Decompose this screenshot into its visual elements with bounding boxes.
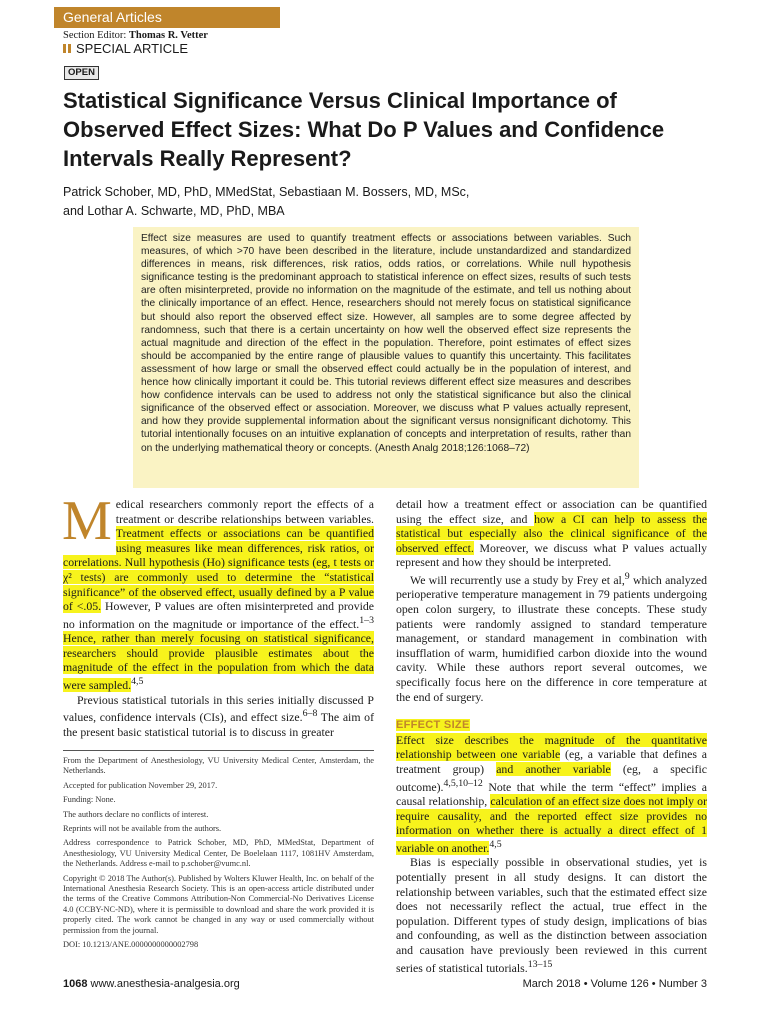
intro-paragraph bbox=[62, 490, 375, 693]
citation-ref: 1–3 bbox=[359, 614, 374, 626]
abstract-citation: (Anesth Analg 2018;126:1068–72) bbox=[374, 442, 530, 454]
body-column-left bbox=[62, 490, 375, 739]
highlighted-text: Hence, rather than merely focusing on statistical significance, researchers should provide plausible estimates about the magnitude of the effect in the population from which the data were sampled. bbox=[63, 631, 374, 692]
text-run: Previous statistical tutorials in this series initially discussed P values, confidence intervals (CIs), and effect size. bbox=[63, 692, 374, 725]
text-run: Moreover, we discuss what P values actually represent and how they should be interpreted. bbox=[396, 540, 707, 570]
citation-ref: 13–15 bbox=[527, 958, 553, 970]
section-marker-icon bbox=[63, 44, 71, 53]
highlighted-heading: EFFECT SIZE bbox=[396, 719, 470, 732]
footnote-divider bbox=[63, 750, 374, 751]
section-heading bbox=[396, 718, 707, 733]
text-run: Note that while the term “effect” implies a causal relationship, bbox=[396, 779, 707, 809]
paragraph bbox=[396, 497, 707, 570]
article-type bbox=[63, 41, 188, 56]
footnote: Accepted for publication November 29, 2017. bbox=[63, 780, 218, 790]
page-number: 1068 bbox=[63, 978, 88, 990]
paragraph bbox=[396, 570, 707, 704]
article-title: Statistical Significance Versus Clinical Importance of Observed Effect Sizes: What Do P Values and Confidence Intervals Really Represent? bbox=[63, 88, 665, 171]
highlighted-text: and another variable bbox=[496, 762, 611, 777]
page-footer bbox=[63, 978, 707, 990]
highlighted-text: how a CI can help to assess the statistical but especially also the clinical significance of the observed effect. bbox=[396, 511, 707, 555]
text-run: We will recurrently use a study by Frey et al, bbox=[410, 572, 625, 587]
citation-ref: 6–8 bbox=[302, 708, 318, 720]
abstract-text: Effect size measures are used to quantify treatment effects or associations between variables. Such measures, of which >70 have been described in the literature, include unstandardized and standardized differences in means, risk differences, risk ratios, odds ratios, or correlations. While null hypothesis significance testing is the predominant approach to statistical inference on effect sizes, results of such tests are often misinterpreted, provide no information on the magnitude of the estimate, and tell us nothing about the clinically importance of an effect. Hence, researchers should not merely focus on statistical significance but should also report the observed effect size. However, all samples are to some degree affected by randomness, such that there is a certain uncertainty on how well the observed effect size represents the actual magnitude and direction of the effect in the population. Therefore, point estimates of effect sizes should be accompanied by the entire range of plausible values to quantify this uncertainty. This facilitates assessment of how large or small the observed effect could actually be in the population of interest, and hence how clinically important it could be. This tutorial reviews different effect size measures and describes how confidence intervals can be used to address not only the statistical significance but also the clinical significance of the observed effect or association. Moreover, we discuss what P values actually represent, and how they provide supplemental information about the significant versus nonsignificant dichotomy. This tutorial intentionally focuses on an intuitive explanation of concepts and interpretation of results, rather than on the underlying mathematical theory or concepts. bbox=[141, 233, 631, 454]
journal-website[interactable]: www.anesthesia-analgesia.org bbox=[90, 978, 240, 990]
citation-ref: 4,5,10–12 bbox=[443, 777, 483, 789]
paragraph bbox=[396, 855, 707, 975]
open-access-badge: OPEN bbox=[64, 66, 99, 80]
citation-ref: 4,5 bbox=[489, 838, 502, 850]
authors-line-2: and Lothar A. Schwarte, MD, PhD, MBA bbox=[63, 204, 285, 218]
highlighted-text: Effect size describes the magnitude of the quantitative relationship between one variable bbox=[396, 732, 707, 762]
footnote: Reprints will not be available from the authors. bbox=[63, 824, 222, 834]
footnote: From the Department of Anesthesiology, VU University Medical Center, Amsterdam, the Netherlands. bbox=[63, 756, 374, 776]
paragraph bbox=[63, 693, 374, 740]
abstract-box bbox=[133, 227, 639, 488]
text-run: edical researchers commonly report the effects of a treatment or describe relationships between variables. bbox=[115, 497, 374, 526]
highlighted-text: Treatment effects or associations can be quantified using measures like mean differences, risk ratios, or correlations. Null hypothesis (Ho) significance tests (eg, t tests or χ² tests) are commonly used to determine the “statistical significance” of the observed effect, usually defined by a P value of <.05. bbox=[63, 526, 374, 614]
text-run: Bias is especially possible in observational studies, yet is potentially present in all study designs. It can distort the relationship between variables, such that the estimated effect size does not necessarily reflect the actual, true effect in the population. Different types of study design, implications of bias and confounding, as well as the distinction between association and causation have previously been reviewed in this current series of statistical tutorials. bbox=[396, 855, 707, 975]
text-run: The aim of the present basic statistical tutorial is to discuss in greater bbox=[63, 710, 375, 739]
footer-left bbox=[63, 978, 240, 990]
paragraph bbox=[396, 733, 707, 856]
citation-ref: 4,5 bbox=[131, 676, 144, 688]
footnote: Copyright © 2018 The Author(s). Published by Wolters Kluwer Health, Inc. on behalf of the International Anesthesia Research Society. This is an open-access article distributed under the terms of the Creative Commons Attribution-Non Commercial-No Derivatives License 4.0 (CCBY-NC-ND), where it is permissible to download and share the work provided it is properly cited. The work cannot be changed in any way or used commercially without permission from the journal. bbox=[63, 873, 374, 935]
highlighted-text: calculation of an effect size does not imply or require causality, and the reported effect size provides no information on whether there is actually a direct effect of 1 variable on another. bbox=[396, 794, 707, 855]
citation-ref: 9 bbox=[624, 570, 630, 582]
author-list bbox=[63, 183, 663, 221]
text-run: However, P values are often misinterpreted and provide no information on the magnitude or importance of the effect. bbox=[63, 599, 375, 631]
text-run: detail how a treatment effect or association can be quantified using the effect size, and bbox=[396, 497, 707, 526]
article-type-label: SPECIAL ARTICLE bbox=[76, 41, 188, 56]
section-label: General Articles bbox=[54, 7, 280, 28]
section-editor-label: Section Editor: bbox=[63, 30, 127, 41]
section-editor-name: Thomas R. Vetter bbox=[128, 30, 208, 41]
text-run: which analyzed perioperative temperature management in 79 patients undergoing open colon surgery, to illustrate these concepts. These study patients were randomly assigned to standard temperature management, or standard management in combination with insufflation of warm, humidified carbon dioxide into the wound cavity. While these authors report several outcomes, we specifically focus here on the difference in core temperature at the end of surgery. bbox=[396, 572, 707, 704]
authors-line-1: Patrick Schober, MD, PhD, MMedStat, Sebastiaan M. Bossers, MD, MSc, bbox=[63, 185, 470, 199]
body-column-right bbox=[396, 497, 707, 975]
footnotes bbox=[63, 756, 374, 955]
footnote: Funding: None. bbox=[63, 795, 116, 805]
footnote: Address correspondence to Patrick Schober, MD, PhD, MMedStat, Department of Anesthesiology, VU University Medical Center, De Boelelaan 1117, 1081HV Amsterdam, the Netherlands. Address e-mail to p.schober@vumc.nl. bbox=[63, 838, 374, 869]
footnote: The authors declare no conflicts of interest. bbox=[63, 809, 209, 819]
drop-cap: M bbox=[62, 490, 112, 552]
issue-info: March 2018 • Volume 126 • Number 3 bbox=[522, 978, 707, 990]
footnote: DOI: 10.1213/ANE.0000000000002798 bbox=[63, 940, 199, 950]
text-run: (eg, a specific outcome). bbox=[396, 762, 707, 794]
text-run: (eg, a variable that defines a treatment group) bbox=[396, 747, 707, 777]
